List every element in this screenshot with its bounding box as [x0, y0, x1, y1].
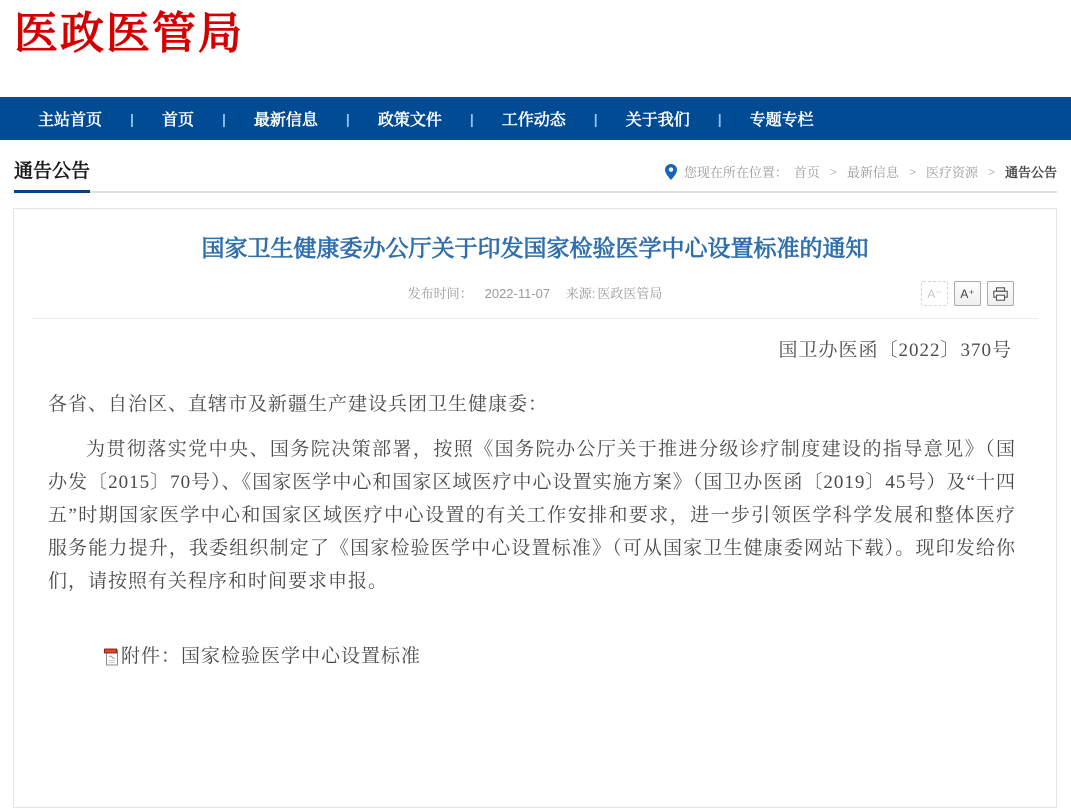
site-header — [0, 0, 1071, 97]
nav-item-home[interactable]: 首页 — [161, 112, 194, 129]
font-increase-button[interactable]: A⁺ — [954, 281, 981, 306]
print-button[interactable] — [987, 281, 1014, 306]
nav-item-about-us[interactable]: 关于我们 — [625, 112, 690, 129]
attachment-link[interactable]: 国家检验医学中心设置标准 — [181, 646, 422, 667]
article-meta-row — [14, 281, 1056, 309]
salutation: 各省、自治区、直辖市及新疆生产建设兵团卫生健康委： — [48, 394, 549, 415]
nav-item-main-site-home[interactable]: 主站首页 — [38, 112, 103, 129]
meta-divider — [32, 318, 1038, 319]
nav-separator: | — [221, 110, 226, 127]
document-number: 国卫办医函〔2022〕370号 — [778, 340, 1012, 361]
body-paragraph: 为贯彻落实党中央、国务院决策部署，按照《国务院办公厅关于推进分级诊疗制度建设的指导意见》（国办发〔2015〕70号）、《国家医学中心和国家区域医疗中心设置实施方案》（国卫办医函〔2019〕45号）及“十四五”时期国家医学中心和国家区域医疗中心设置的有关工作安排和要求，进一步引领医学科学发展和整体医疗服务能力提升，我委组织制定了《国家检验医学中心设置标准》（可从国家卫生健康委网站下载）。现印发给你们，请按照有关程序和时间要求申报。 — [48, 439, 1016, 592]
breadcrumb-separator: > — [987, 164, 995, 179]
breadcrumb-separator: > — [829, 164, 837, 179]
nav-item-special-topics[interactable]: 专题专栏 — [749, 112, 814, 129]
breadcrumb-item-current: 通告公告 — [1004, 165, 1057, 180]
site-logo: 医政医管局 — [14, 9, 244, 58]
main-nav — [0, 97, 1071, 140]
nav-separator: | — [130, 110, 134, 127]
printer-icon — [993, 287, 1008, 301]
attachment-label: 附件： — [121, 646, 182, 667]
breadcrumb-item-latest-news[interactable]: 最新信息 — [846, 165, 899, 180]
font-toolbar — [921, 281, 1014, 306]
nav-item-latest-news[interactable]: 最新信息 — [253, 112, 318, 129]
font-decrease-button[interactable]: A⁻ — [921, 281, 948, 306]
breadcrumb-item-home[interactable]: 首页 — [793, 165, 820, 180]
section-header-row — [14, 156, 1057, 193]
article-title: 国家卫生健康委办公厅关于印发国家检验医学中心设置标准的通知 — [201, 235, 869, 261]
nav-separator: | — [717, 110, 722, 127]
publish-date-label: 发布时间： — [407, 286, 473, 301]
breadcrumb-separator: > — [908, 164, 916, 179]
source-label: 来源: — [565, 286, 596, 301]
nav-separator: | — [593, 110, 598, 127]
breadcrumb-item-medical-resources[interactable]: 医疗资源 — [925, 165, 978, 180]
location-pin-icon — [665, 164, 677, 180]
nav-item-policy-documents[interactable]: 政策文件 — [377, 112, 442, 129]
nav-separator: | — [345, 110, 350, 127]
article-body — [14, 388, 1056, 673]
breadcrumb — [665, 162, 1057, 191]
nav-separator: | — [469, 110, 474, 127]
article-container — [13, 208, 1057, 808]
section-title: 通告公告 — [14, 156, 90, 191]
source-value: 医政医管局 — [597, 286, 663, 301]
attachment-line — [48, 640, 1016, 673]
publish-date: 2022-11-07 — [484, 286, 551, 301]
article-meta — [14, 281, 1056, 307]
breadcrumb-label: 您现在所在位置： — [683, 165, 788, 180]
attachment-file-icon — [104, 648, 119, 666]
nav-item-work-dynamics[interactable]: 工作动态 — [501, 112, 566, 129]
